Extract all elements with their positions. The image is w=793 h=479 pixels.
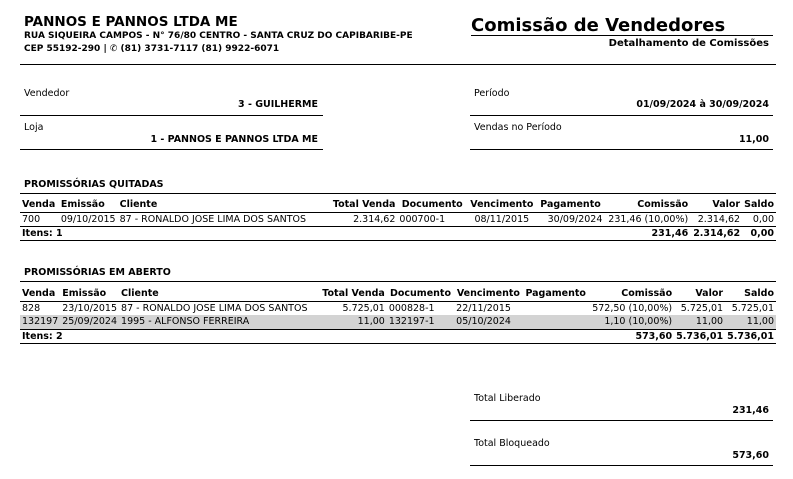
vendas-label: Vendas no Período <box>474 122 562 133</box>
report-subtitle: Detalhamento de Comissões <box>608 38 769 49</box>
section-quitadas-title: PROMISSÓRIAS QUITADAS <box>24 179 164 190</box>
cell-pagamento <box>523 315 589 329</box>
cell-valor: 11,00 <box>674 315 725 329</box>
table-total-row <box>20 329 776 343</box>
aberto-table <box>20 287 776 344</box>
total-valor: 2.314,62 <box>690 226 742 240</box>
col-comissao: Comissão <box>604 198 690 212</box>
loja-label: Loja <box>24 122 44 133</box>
col-venda: Venda <box>20 287 60 301</box>
cell-documento: 000700-1 <box>399 213 446 225</box>
col-pagamento: Pagamento <box>537 198 605 212</box>
cell-emissao: 09/10/2015 <box>60 213 116 225</box>
cell-pagamento <box>523 301 589 315</box>
cell-valor: 2.314,62 <box>697 213 741 225</box>
total-saldo: 5.736,01 <box>725 329 776 343</box>
table-row <box>20 301 776 315</box>
cell-documento: 132197-1 <box>387 315 454 329</box>
total-comissao: 573,60 <box>589 329 674 343</box>
col-vencimento: Vencimento <box>454 287 522 301</box>
vendas-value: 11,00 <box>738 134 769 145</box>
cell-vencimento: 05/10/2024 <box>454 315 522 329</box>
cell-saldo: 11,00 <box>725 315 776 329</box>
section-aberto-title: PROMISSÓRIAS EM ABERTO <box>24 267 171 278</box>
total-liberado-label: Total Liberado <box>474 393 541 404</box>
total-valor: 5.736,01 <box>674 329 725 343</box>
quitadas-table <box>20 198 776 241</box>
cell-total-venda: 2.314,62 <box>353 213 396 225</box>
cell-pagamento: 30/09/2024 <box>547 213 603 225</box>
cell-venda: 132197 <box>22 316 59 328</box>
cell-comissao: 572,50 (10,00%) <box>592 302 673 314</box>
section-quitadas-rule <box>20 193 776 194</box>
table-header-row <box>20 287 776 301</box>
col-cliente: Cliente <box>119 287 320 301</box>
total-liberado-underline <box>470 420 773 421</box>
col-cliente: Cliente <box>118 198 331 212</box>
col-pagamento: Pagamento <box>523 287 589 301</box>
total-bloqueado-label: Total Bloqueado <box>474 438 550 449</box>
total-saldo: 0,00 <box>742 226 776 240</box>
table-header-row <box>20 198 776 212</box>
cell-vencimento: 22/11/2015 <box>456 302 511 314</box>
cell-cliente: 87 - RONALDO JOSE LIMA DOS SANTOS <box>119 213 307 225</box>
cell-saldo: 0,00 <box>752 213 774 225</box>
vendas-underline <box>470 149 773 150</box>
cell-saldo: 5.725,01 <box>731 302 774 314</box>
col-valor: Valor <box>690 198 742 212</box>
total-liberado-value: 231,46 <box>732 405 769 416</box>
company-name: PANNOS E PANNOS LTDA ME <box>24 14 238 30</box>
cell-total-venda: 5.725,01 <box>342 302 385 314</box>
loja-value: 1 - PANNOS E PANNOS LTDA ME <box>150 134 318 145</box>
loja-underline <box>20 149 323 150</box>
col-valor: Valor <box>674 287 725 301</box>
col-documento: Documento <box>397 198 467 212</box>
table-row <box>20 315 776 329</box>
periodo-value: 01/09/2024 à 30/09/2024 <box>636 99 769 110</box>
col-total-venda: Total Venda <box>320 287 387 301</box>
company-contact: CEP 55192-290 | ✆ (81) 3731-7117 (81) 9922-6071 <box>24 44 280 54</box>
table-total-row <box>20 226 776 240</box>
cell-total-venda: 11,00 <box>320 315 387 329</box>
cell-venda: 828 <box>22 302 41 314</box>
report-title: Comissão de Vendedores <box>471 15 726 36</box>
vendedor-value: 3 - GUILHERME <box>238 99 318 110</box>
header-divider <box>20 64 776 65</box>
cell-cliente: 1995 - ALFONSO FERREIRA <box>119 315 320 329</box>
section-aberto-rule <box>20 281 776 282</box>
total-bloqueado-value: 573,60 <box>732 450 769 461</box>
cell-documento: 000828-1 <box>388 302 435 314</box>
col-vencimento: Vencimento <box>467 198 537 212</box>
col-venda: Venda <box>20 198 59 212</box>
table-row <box>20 212 776 226</box>
col-saldo: Saldo <box>725 287 776 301</box>
cell-vencimento: 08/11/2015 <box>474 213 530 225</box>
cell-valor: 5.725,01 <box>680 302 724 314</box>
vendedor-underline <box>20 115 323 116</box>
cell-comissao: 1,10 (10,00%) <box>589 315 674 329</box>
total-comissao: 231,46 <box>604 226 690 240</box>
cell-emissao: 23/10/2015 <box>62 302 118 314</box>
cell-venda: 700 <box>22 213 41 225</box>
periodo-underline <box>470 115 773 116</box>
cell-cliente: 87 - RONALDO JOSE LIMA DOS SANTOS <box>121 302 308 314</box>
col-emissao: Emissão <box>59 198 118 212</box>
col-saldo: Saldo <box>742 198 776 212</box>
col-documento: Documento <box>387 287 454 301</box>
cell-comissao: 231,46 (10,00%) <box>608 213 689 225</box>
company-address: RUA SIQUEIRA CAMPOS - N° 76/80 CENTRO - SANTA CRUZ DO CAPIBARIBE-PE <box>24 31 413 41</box>
total-itens: Itens: 2 <box>20 329 589 343</box>
vendedor-label: Vendedor <box>24 88 70 99</box>
col-total-venda: Total Venda <box>330 198 397 212</box>
cell-emissao: 25/09/2024 <box>62 316 118 328</box>
col-comissao: Comissão <box>589 287 674 301</box>
title-underline <box>471 35 773 36</box>
total-itens: Itens: 1 <box>20 226 604 240</box>
periodo-label: Período <box>474 88 510 99</box>
total-bloqueado-underline <box>470 465 773 466</box>
col-emissao: Emissão <box>60 287 119 301</box>
